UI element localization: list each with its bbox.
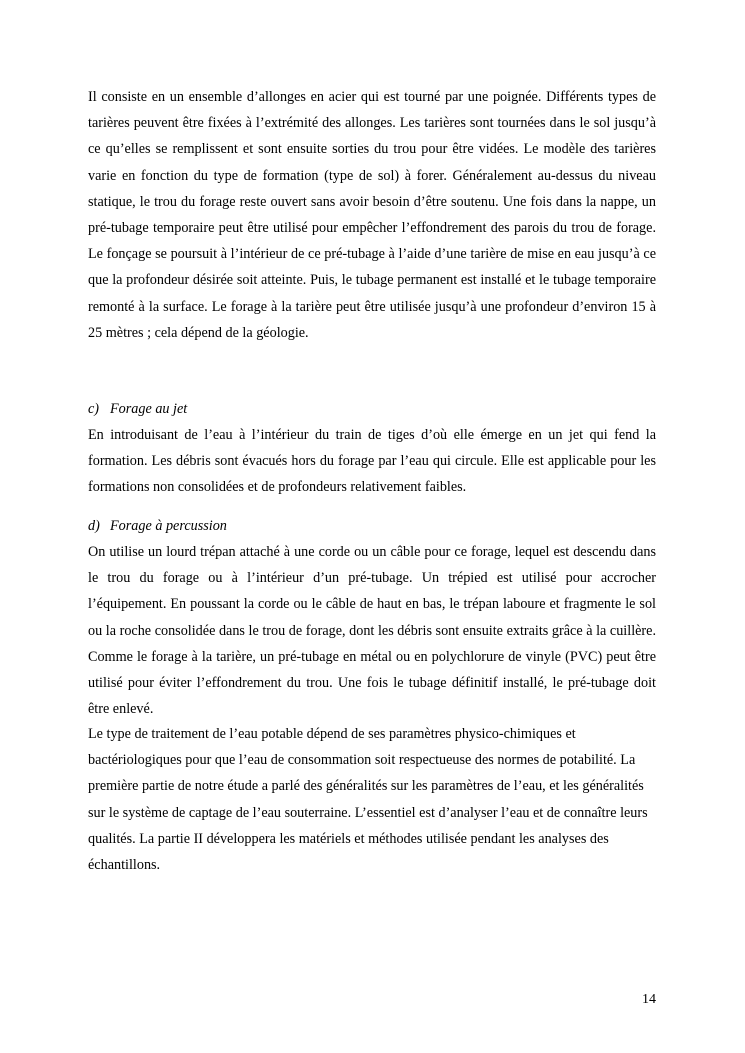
paragraph-tariere: [88, 84, 656, 346]
paragraph-text: En introduisant de l’eau à l’intérieur du train de tiges d’où elle émerge en un jet qui fend la formation. Les débris sont évacués hors du forage par l’eau qui circule. Elle est applicable pour les formations non consolidées et de profondeurs relativement faibles.: [88, 427, 656, 496]
heading-forage-au-jet: [88, 396, 656, 422]
paragraph-text: On utilise un lourd trépan attaché à une corde ou un câble pour ce forage, lequel est descendu dans le trou du forage ou à l’intérieur d’un pré-tubage. Un trépied est utilisé pour accrocher l’équipement. En poussant la corde ou le câble de haut en bas, le trépan laboure et fragmente le sol ou la roche consolidée dans le trou de forage, dont les débris sont ensuite extraits grâce à la cuillère. Comme le forage à la tarière, un pré-tubage en métal ou en polychlorure de vinyle (PVC) peut être utilisé pour éviter l’effondrement du trou. Une fois le tubage définitif installé, le pré-tubage doit être enlevé.: [88, 544, 656, 718]
paragraph-conclusion: [88, 721, 656, 878]
paragraph-jet: [88, 422, 656, 501]
heading-title: Forage à percussion: [110, 518, 227, 534]
paragraph-text: Il consiste en un ensemble d’allonges en acier qui est tourné par une poignée. Différents types de tarières peuvent être fixées à l’extrémité des allonges. Les tarières sont tournées dans le sol jusqu’à ce qu’elles se remplissent et sont ensuite sorties du trou pour être vidées. Le modèle des tarières varie en fonction du type de formation (type de sol) à forer. Généralement au-dessus du niveau statique, le trou du forage reste ouvert sans avoir besoin d’être soutenu. Une fois dans la nappe, un pré-tubage temporaire peut être utilisé pour empêcher l’effondrement des parois du trou de forage. Le fonçage se poursuit à l’intérieur de ce pré-tubage à l’aide d’une tarière de mise en eau jusqu’à ce que la profondeur désirée soit atteinte. Puis, le tubage permanent est installé et le tubage temporaire remonté à la surface. Le forage à la tarière peut être utilisée jusqu’à une profondeur d’environ 15 à 25 mètres ; cela dépend de la géologie.: [88, 89, 656, 341]
heading-letter: c): [88, 401, 100, 417]
page-number: 14: [642, 992, 656, 1007]
paragraph-text: Le type de traitement de l’eau potable dépend de ses paramètres physico-chimiques et bactériologiques pour que l’eau de consommation soit respectueuse des normes de potabilité. La première partie de notre étude a parlé des généralités sur les paramètres de l’eau, et les généralités sur le système de captage de l’eau souterraine. L’essentiel est d’analyser l’eau et de connaître leurs qualités. La partie II développera les matériels et méthodes utilisée pendant les analyses des échantillons.: [88, 726, 648, 874]
heading-forage-percussion: [88, 513, 656, 539]
heading-letter: d): [88, 518, 100, 534]
heading-title: Forage au jet: [110, 401, 188, 417]
paragraph-percussion: [88, 539, 656, 722]
